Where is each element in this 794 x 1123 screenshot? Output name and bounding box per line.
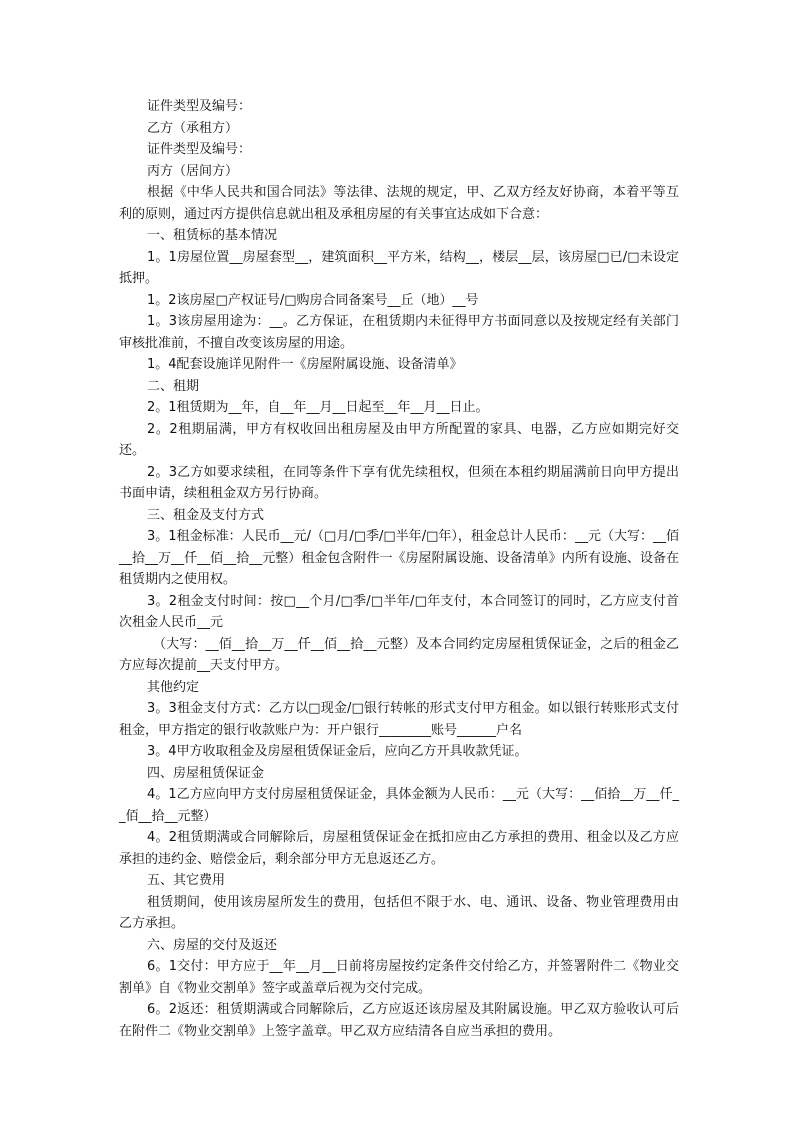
paragraph: 3。2租金支付时间：按□__个月/□季/□半年/□年支付，本合同签订的同时，乙方应支付首次租金人民币__元 [119, 593, 679, 630]
paragraph: 3。3租金支付方式：乙方以□现金/□银行转帐的形式支付甲方租金。如以银行转账形式支付租金，甲方指定的银行收款账户为：开户银行________账号______户名 [119, 701, 679, 738]
paragraph: 乙方（承租方） [147, 120, 239, 136]
paragraph: 6。2返还：租赁期满或合同解除后，乙方应返还该房屋及其附属设施。甲乙双方验收认可后在附件二《物业交割单》上签字盖章。甲乙双方应结清各自应当承担的费用。 [119, 1002, 679, 1039]
paragraph: 1。4配套设施详见附件一《房屋附属设施、设备清单》 [147, 357, 463, 372]
paragraph: 3。1租金标准：人民币__元/（□月/□季/□半年/□年），租金总计人民币：__元（大写：__佰__拾__万__仟__佰__拾__元整）租金包含附件一《房屋附属设施、设备清单》内所有设施、设备在租赁期内之使用权。 [119, 529, 679, 587]
paragraph: 丙方（居间方） [147, 163, 239, 179]
section-heading: 二、租期 [147, 378, 200, 394]
paragraph: 其他约定 [147, 679, 200, 695]
paragraph: 2。3乙方如要求续租，在同等条件下享有优先续租权，但须在本租约期届满前日向甲方提出书面申请，续租租金双方另行协商。 [119, 464, 679, 501]
paragraph: 根据《中华人民共和国合同法》等法律、法规的规定，甲、乙双方经友好协商，本着平等互利的原则，通过丙方提供信息就出租及承租房屋的有关事宜达成如下合意： [119, 185, 679, 222]
section-heading: 一、租赁标的基本情况 [147, 228, 278, 243]
section-heading: 四、房屋租赁保证金 [147, 765, 265, 781]
document-body [119, 96, 679, 1042]
paragraph: 1。3该房屋用途为：__。乙方保证，在租赁期内未征得甲方书面同意以及按规定经有关部门审核批准前，不擅自改变该房屋的用途。 [119, 314, 679, 351]
paragraph: 证件类型及编号： [147, 99, 252, 114]
paragraph: 证件类型及编号： [147, 142, 252, 157]
paragraph: 1。1房屋位置__房屋套型__，建筑面积__平方米，结构__，楼层__层，该房屋□已/□未设定抵押。 [119, 249, 679, 286]
paragraph: 租赁期间，使用该房屋所发生的费用，包括但不限于水、电、通讯、设备、物业管理费用由乙方承担。 [119, 894, 679, 931]
section-heading: 三、租金及支付方式 [147, 507, 265, 523]
paragraph: 1。2该房屋□产权证号/□购房合同备案号__丘（地）__号 [147, 292, 479, 308]
paragraph: 3。4甲方收取租金及房屋租赁保证金后，应向乙方开具收款凭证。 [147, 744, 528, 759]
paragraph: 2。2租期届满，甲方有权收回出租房屋及由甲方所配置的家具、电器，乙方应如期完好交还。 [119, 421, 679, 458]
paragraph: （大写：__佰__拾__万__仟__佰__拾__元整）及本合同约定房屋租赁保证金，之后的租金乙方应每次提前__天支付甲方。 [119, 636, 679, 673]
paragraph: 4。2租赁期满或合同解除后，房屋租赁保证金在抵扣应由乙方承担的费用、租金以及乙方应承担的违约金、赔偿金后，剩余部分甲方无息返还乙方。 [119, 830, 679, 867]
paragraph: 4。1乙方应向甲方支付房屋租赁保证金，具体金额为人民币：__元（大写：__佰拾__万__仟__佰__拾__元整） [119, 787, 679, 824]
paragraph: 2。1租赁期为__年，自__年__月__日起至__年__月__日止。 [147, 400, 489, 415]
section-heading: 五、其它费用 [147, 873, 226, 888]
section-heading: 六、房屋的交付及返还 [147, 937, 278, 953]
paragraph: 6。1交付：甲方应于__年__月__日前将房屋按约定条件交付给乙方，并签署附件二《物业交割单》自《物业交割单》签字或盖章后视为交付完成。 [119, 959, 679, 996]
